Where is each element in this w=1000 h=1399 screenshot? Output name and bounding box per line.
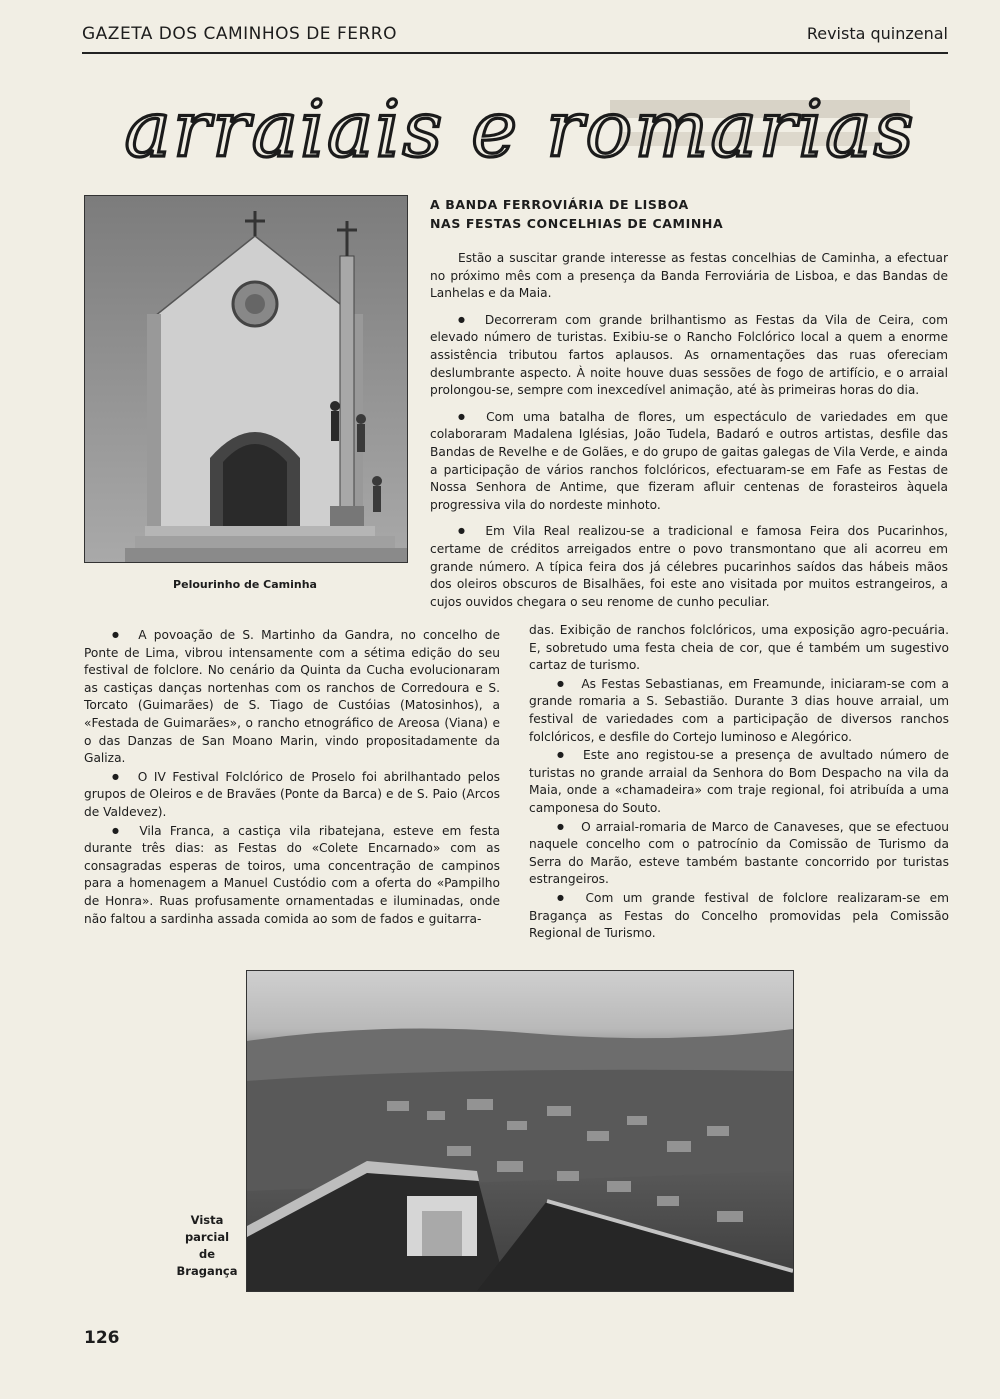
lower-left-column <box>84 626 500 928</box>
script-title-graphic <box>120 72 920 184</box>
paragraph-braganca: ● Com um grande festival de folclore realizaram-se em Bragança as Festas do Concelho promovidas pela Comissão Regional de Turismo. <box>529 889 949 943</box>
article-title-text: arraiais e romarias <box>124 85 916 175</box>
caption-line-3: de <box>198 1247 216 1261</box>
lower-right-column <box>529 622 949 943</box>
paragraph-fafe: ● Com uma batalha de flores, um espectáculo de variedades em que colaboraram Madalena Iglésias, João Tudela, Badaró e outros artistas, desfile das Bandas de Revelhe e de Golães, e do grupo de gaitas galegas de Vila Verde, e ainda a participação de vários ranchos folclóricos, efectuaram-se em Fafe as Festas de Nossa Senhora de Antime, que fizeram afluir centenas de forasteiros àquela progressiva vila do nordeste minhoto. <box>430 408 948 515</box>
paragraph-gandra: ● A povoação de S. Martinho da Gandra, no concelho de Ponte de Lima, vibrou intensamente com a sétima edição do seu festival de folclore. No cenário da Quinta da Cucha evolucionaram as castiças danças nortenhas com os ranchos de Corredoura e S. Torcato (Guimarães) de S. Tiago de Custóias (Matosinhos), a «Festada de Guimarães», o rancho etnográfico de Areosa (Viana) e o das Danzas de San Moano Marin, vindo propositadamente da Galiza. <box>84 626 500 768</box>
paragraph-caminha: Estão a suscitar grande interesse as festas concelhias de Caminha, a efectuar no próximo mês com a presença da Banda Ferroviária de Lisboa, e das Bandas de Lanhelas e da Maia. <box>430 251 948 301</box>
paragraph-ceira: ● Decorreram com grande brilhantismo as Festas da Vila de Ceira, com elevado número de turistas. Exibiu-se o Rancho Folclórico local a quem a enorme assistência tributou fartos aplausos. As ornamentações das ruas ofereciam deslumbrante aspecto. À noite houve duas sessões de fogo de artifício, e o arraial prolongou-se, sempre com inexcedível animação, até às primeiras horas do dia. <box>430 311 948 400</box>
headline-line-2: NAS FESTAS CONCELHIAS DE CAMINHA <box>430 216 724 231</box>
braganca-illustration <box>247 971 793 1291</box>
paragraph-vila-real: ● Em Vila Real realizou-se a tradicional e famosa Feira dos Pucarinhos, certame de créditos arreigados entre o povo transmontano que ali acorreu em grande número. A típica feira dos já célebres pucarinhos saídos das hábeis mãos dos oleiros obscuros de Bisalhães, foi este ano visitada por muitos estrangeiros, a cujos ouvidos chegara o seu renome de cunho peculiar. <box>430 522 948 611</box>
caption-line-1: Vista <box>190 1213 224 1227</box>
church-photo <box>84 195 408 563</box>
running-header <box>82 22 948 54</box>
publication-name: GAZETA DOS CAMINHOS DE FERRO <box>82 24 397 44</box>
top-right-column <box>430 250 948 611</box>
braganca-photo <box>246 970 794 1292</box>
publication-frequency: Revista quinzenal <box>806 24 948 43</box>
paragraph-freamunde: ● As Festas Sebastianas, em Freamunde, iniciaram-se com a grande romaria a S. Sebastião. Durante 3 dias houve arraial, um festival de variedades com a participação de diversos ranchos folclóricos, e desfile do Cortejo luminoso e Alegórico. <box>529 675 949 746</box>
braganca-photo-caption <box>172 1212 242 1280</box>
paragraph-maia: ● Este ano registou-se a presença de avultado número de turistas no grande arraial da Senhora do Bom Despacho na vila da Maia, onde a «chamadeira» com traje regional, foi atribuída a uma camponesa do Souto. <box>529 746 949 817</box>
section-headline <box>430 195 723 233</box>
paragraph-vila-franca: ● Vila Franca, a castiça vila ribatejana, esteve em festa durante três dias: as Festas do «Colete Encarnado» com as consagradas esperas de toiros, uma concentração de campinos para a homenagem a Manuel Custódio com a oferta do «Pampilho de Honra». Ruas profusamente ornamentadas e iluminadas, onde não faltou a sardinha assada comida ao som de fados e guitarra- <box>84 822 500 929</box>
article-title <box>120 72 920 184</box>
paragraph-marco: ● O arraial-romaria de Marco de Canaveses, que se efectuou naquele concelho com o patrocínio da Comissão de Turismo da Serra do Marão, esteve também bastante concorrido por turistas estrangeiros. <box>529 818 949 889</box>
page-number: 126 <box>84 1328 120 1348</box>
church-photo-caption: Pelourinho de Caminha <box>173 578 317 591</box>
headline-line-1: A BANDA FERROVIÁRIA DE LISBOA <box>430 197 689 212</box>
caption-line-2: parcial <box>184 1230 230 1244</box>
church-illustration <box>85 196 407 562</box>
paragraph-proselo: ● O IV Festival Folclórico de Proselo foi abrilhantado pelos grupos de Oleiros e de Bravães (Ponte da Barca) e de S. Paio (Arcos de Valdevez). <box>84 768 500 822</box>
paragraph-continuation: das. Exibição de ranchos folclóricos, uma exposição agro-pecuária. E, sobretudo uma festa cheia de cor, que é também um sugestivo cartaz de turismo. <box>529 623 949 673</box>
caption-line-4: Bragança <box>176 1264 238 1278</box>
